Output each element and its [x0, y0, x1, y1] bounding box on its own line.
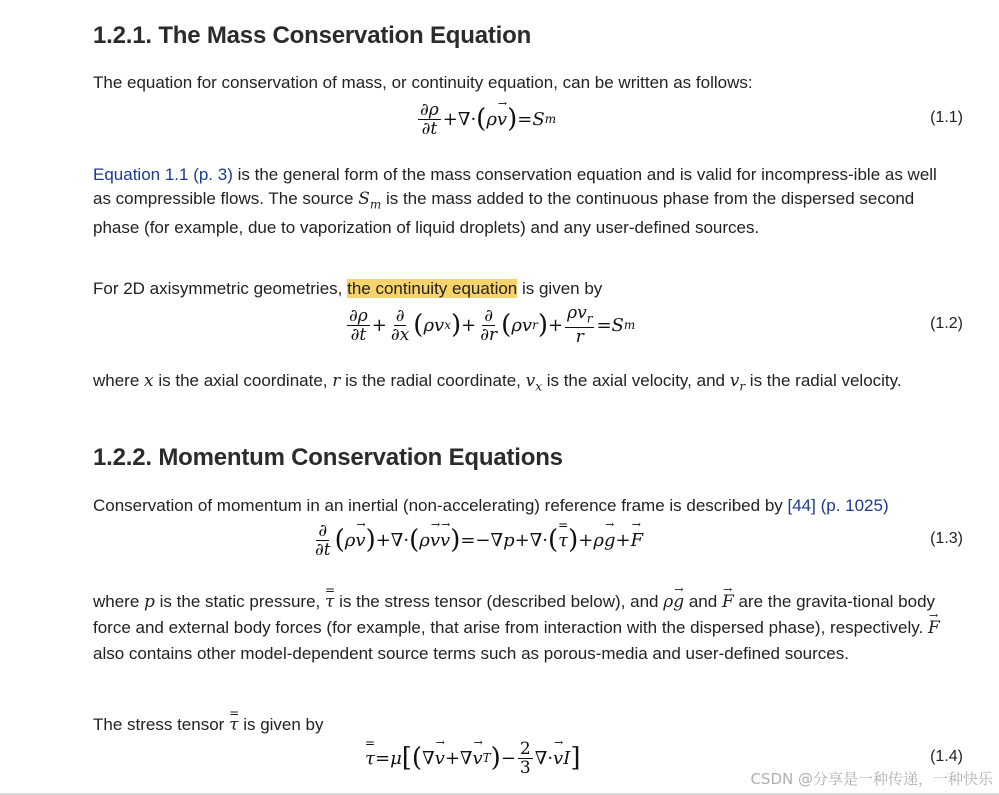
equation-number-1-2: (1.2)	[930, 315, 963, 332]
paragraph-intro-momentum: Conservation of momentum in an inertial (non-accelerating) reference frame is described by [44] (p. 1025)	[93, 496, 889, 515]
equation-1-2-body: $\frac{\partial\rho}{\partial t}$ + $\frac{\partial}{\partial x}$ ( ρv x ) + $\frac{\partial}{\partial r}$ ( ρv r ) + $\frac{\rho v_r}{r}$ = S m	[349, 302, 636, 348]
paragraph-momentum-description: where p is the static pressure, = τ is the stress tensor (described below), and ρ→ g and → F are the gravita-tional body force and external body forces (for example, that arise from interaction with the dispersed phase), respectively. → F also contains other model-dependent source terms such as porous-media and user-defined sources.	[93, 589, 953, 667]
equation-1-3	[0, 520, 999, 560]
paragraph-intro-mass: The equation for conservation of mass, or continuity equation, can be written as follows:	[93, 73, 753, 92]
equation-number-1-4: (1.4)	[930, 748, 963, 765]
paragraph-stress-tensor: The stress tensor = τ is given by	[93, 713, 953, 737]
equation-1-1	[0, 99, 999, 139]
equation-1-2	[0, 302, 999, 348]
paragraph-axisymmetric: For 2D axisymmetric geometries, the continuity equation is given by	[93, 279, 603, 298]
equation-number-1-1: (1.1)	[930, 109, 963, 126]
paragraph-axisymmetric-vars: where x is the axial coordinate, r is the radial coordinate, $v_x$ is the axial velocity, and $v_r$ is the radial velocity.	[93, 371, 902, 394]
reference-44-link[interactable]: [44] (p. 1025)	[787, 496, 889, 515]
equation-number-1-3: (1.3)	[930, 530, 963, 547]
highlighted-text: the continuity equation	[347, 279, 518, 298]
equation-1-1-body: $\frac{\partial\rho}{\partial t}$ +∇· ( ρ → v ) = S m	[416, 99, 556, 139]
equation-1-1-link[interactable]: Equation 1.1 (p. 3)	[93, 165, 233, 184]
equation-1-3-body: $\frac{\partial}{\partial t}$ ( ρ → v ) +∇· ( ρ → v → v ) =−∇ p +∇· ( = τ ) + ρ → g + → F	[311, 520, 643, 560]
paragraph-mass-description: Equation 1.1 (p. 3) is the general form of the mass conservation equation and is valid for incompress-ible as well as compressible flows. The source $S_m$ is the mass added to the continuous phase from the dispersed second phase (for example, due to vaporization of liquid droplets) and any user-defined sources.	[93, 165, 937, 238]
csdn-watermark: CSDN @分享是一种传递，一种快乐	[750, 770, 993, 788]
equation-1-4-body: = τ = μ [ ( ∇ → v +∇ → v T ) − $\frac{2}{3}$ ∇· → v I ]	[365, 738, 581, 778]
section-title-momentum: 1.2.2. Momentum Conservation Equations	[93, 444, 563, 471]
section-title-mass: 1.2.1. The Mass Conservation Equation	[93, 22, 532, 49]
